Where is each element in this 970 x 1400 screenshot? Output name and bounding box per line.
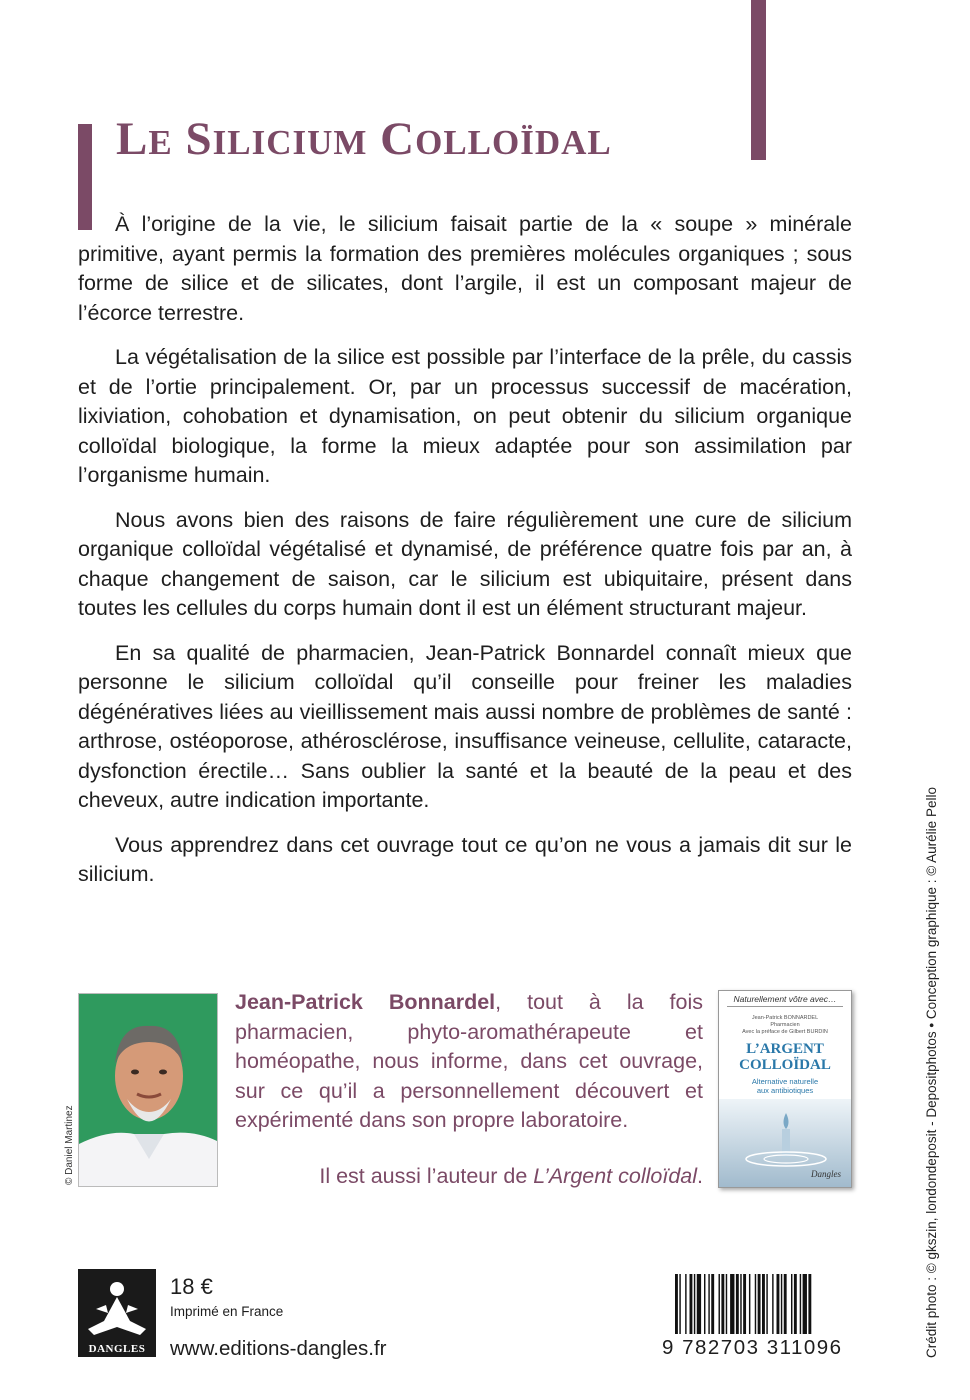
author-portrait-icon — [79, 994, 218, 1187]
book-publisher: Dangles — [811, 1169, 841, 1179]
barcode-bar — [781, 1274, 782, 1334]
other-book-mention — [235, 1164, 703, 1189]
author-bio — [235, 988, 703, 1136]
book-author: Jean-Patrick BONNARDEL — [751, 1015, 819, 1021]
body-text — [78, 210, 852, 905]
barcode-bar — [766, 1274, 767, 1334]
paragraph: À l’origine de la vie, le silicium faisait partie de la « soupe » minérale primitive, ayant permis la formation des premières molécules organiques ; sous forme de silice et de silicates, dont l’argile, il est un composant majeur de l’écorce terrestre. — [78, 212, 852, 325]
price: 18 € — [170, 1274, 213, 1299]
book-preface: Avec la préface de Gilbert BURDIN — [742, 1029, 828, 1035]
book-divider — [727, 1006, 843, 1007]
photo-credit: © Daniel Martinez — [64, 1105, 75, 1185]
other-book-title: L’Argent colloïdal — [533, 1164, 698, 1188]
paragraph: Nous avons bien des raisons de faire régulièrement une cure de silicium organique colloïdal végétalisé et dynamisé, de préférence quatre fois par an, à chaque changement de saison, car le silicium est ubiquitaire, présent dans toutes les cellules du corps humain dont il est un élément structurant majeur. — [78, 507, 852, 620]
barcode-bar — [721, 1274, 724, 1334]
barcode-bar — [685, 1274, 686, 1334]
barcode-bar — [762, 1274, 765, 1334]
barcode-icon — [675, 1274, 852, 1334]
barcode-bar — [675, 1274, 678, 1334]
paragraph: En sa qualité de pharmacien, Jean-Patrick Bonnardel connaît mieux que personne le silicium colloïdal qu’il conseille pour freiner les maladies dégénératives liées au vieillissement mais aussi nombre de problèmes de santé : arthrose, ostéoporose, athérosclérose, insuffisance veineuse, cellulite, cataracte, dysfonction érectile… Sans oublier la santé et la beauté de la peau et des cheveux, autre indication importante. — [78, 640, 852, 812]
publisher-logo — [78, 1269, 156, 1357]
barcode-bar — [800, 1274, 801, 1334]
other-book-prefix: Il est aussi l’auteur de — [319, 1164, 534, 1188]
paragraph: La végétalisation de la silice est possible par l’interface de la prêle, du cassis et de l’ortie principalement. Or, par un processus successif de macération, lixiviation, cohobation et dynamisation, on peut obtenir du silicium organique colloïdal biologique, la forme la mieux adaptée pour son assimilation par l’organisme humain. — [78, 345, 852, 487]
barcode-bar — [749, 1274, 750, 1334]
book-subtitle-line: aux antibiotiques — [756, 1086, 814, 1095]
barcode-bar — [694, 1274, 695, 1334]
author-name: Jean-Patrick Bonnardel — [235, 990, 496, 1014]
printed-in: Imprimé en France — [170, 1304, 284, 1319]
barcode-bar — [803, 1274, 807, 1334]
other-book-suffix: . — [697, 1164, 703, 1188]
barcode-bar — [791, 1274, 792, 1334]
author-bio-text: , tout à la fois pharmacien, phyto-aromathérapeute et homéopathe, nous informe, dans cet ouvrage, sur ce qu’il a personnellement découvert et expérimenté dans son propre laboratoire. — [235, 990, 703, 1132]
barcode-bar — [777, 1274, 780, 1334]
barcode-bar — [808, 1274, 811, 1334]
barcode-bar — [719, 1274, 720, 1334]
book-title-line: L’ARGENT — [746, 1041, 824, 1057]
barcode-bar — [697, 1274, 701, 1334]
publisher-logo-text: DANGLES — [88, 1343, 146, 1355]
paragraph: Vous apprendrez dans cet ouvrage tout ce qu’on ne vous a jamais dit sur le silicium. — [78, 832, 852, 886]
isbn-number: 9 782703 311096 — [662, 1336, 843, 1359]
book-author-block — [719, 1015, 851, 1036]
book-subtitle-line: Alternative naturelle — [751, 1077, 819, 1086]
barcode-bar — [704, 1274, 705, 1334]
image-credits: Crédit photo : © gkszin, londondeposit - Depositphotos • Conception graphique : © Aurélie Pello — [924, 787, 939, 1358]
barcode-bar — [755, 1274, 756, 1334]
book-title-line: COLLOÏDAL — [739, 1057, 831, 1073]
barcode-bar — [730, 1274, 734, 1334]
barcode-bar — [690, 1274, 693, 1334]
book-cover-thumbnail — [718, 990, 852, 1188]
author-photo — [78, 993, 218, 1187]
barcode-bar — [679, 1274, 680, 1334]
publisher-website: www.editions-dangles.fr — [170, 1337, 387, 1360]
barcode-bar — [794, 1274, 797, 1334]
barcode-bar — [772, 1274, 773, 1334]
barcode-bar — [726, 1274, 727, 1334]
barcode-bar — [784, 1274, 787, 1334]
barcode-bar — [736, 1274, 739, 1334]
barcode-bar — [740, 1274, 741, 1334]
book-author-role: Pharmacien — [770, 1022, 800, 1028]
book-subtitle — [719, 1077, 851, 1095]
top-accent-bar — [751, 0, 766, 160]
book-title — [719, 1041, 851, 1073]
barcode-bar — [758, 1274, 761, 1334]
barcode-bar — [743, 1274, 746, 1334]
page-title: LE SILICIUM COLLOÏDAL — [116, 113, 612, 165]
barcode-bar — [708, 1274, 709, 1334]
barcode-bar — [711, 1274, 714, 1334]
book-collection: Naturellement vôtre avec… — [733, 994, 837, 1004]
